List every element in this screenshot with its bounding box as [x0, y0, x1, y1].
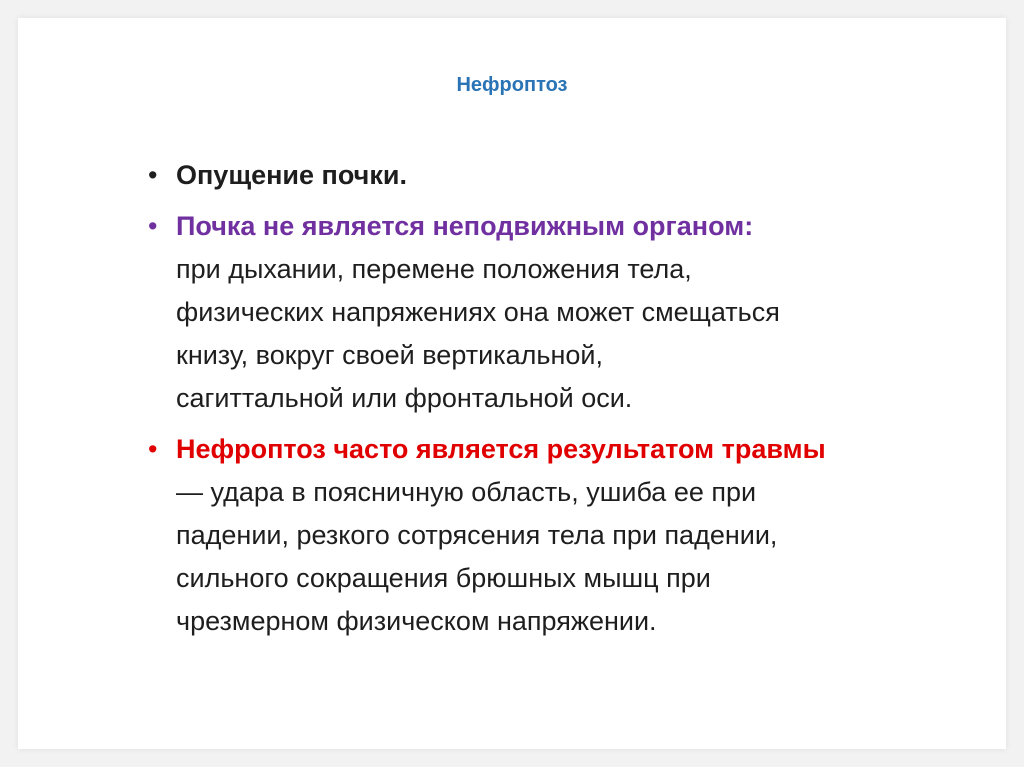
bullet-text-line: сагиттальной или фронтальной оси.	[176, 383, 633, 413]
bullet-item-kidney-mobility	[148, 205, 888, 420]
bullet-heading: Опущение почки.	[176, 160, 407, 190]
slide-title: Нефроптоз	[456, 74, 568, 96]
bullet-text-line: падении, резкого сотрясения тела при падении,	[176, 520, 778, 550]
bullet-heading: Нефроптоз часто является результатом травмы	[176, 434, 826, 464]
bullet-dot-icon: •	[148, 160, 158, 190]
bullet-text-line: сильного сокращения брюшных мышц при	[176, 563, 711, 593]
bullet-dot-icon: •	[148, 434, 158, 464]
bullet-text-line: при дыхании, перемене положения тела,	[176, 254, 692, 284]
bullet-item-kidney-descent	[148, 154, 888, 197]
bullet-text-line: — удара в поясничную область, ушиба ее при	[176, 477, 757, 507]
bullet-text-line: физических напряжениях она может смещаться	[176, 297, 780, 327]
bullet-dot-icon: •	[148, 211, 158, 241]
bullet-text-line: чрезмерном физическом напряжении.	[176, 606, 657, 636]
bullet-heading: Почка не является неподвижным органом:	[176, 211, 754, 241]
bullet-list	[148, 154, 888, 651]
bullet-item-trauma-cause	[148, 428, 888, 643]
bullet-text-line: книзу, вокруг своей вертикальной,	[176, 340, 603, 370]
